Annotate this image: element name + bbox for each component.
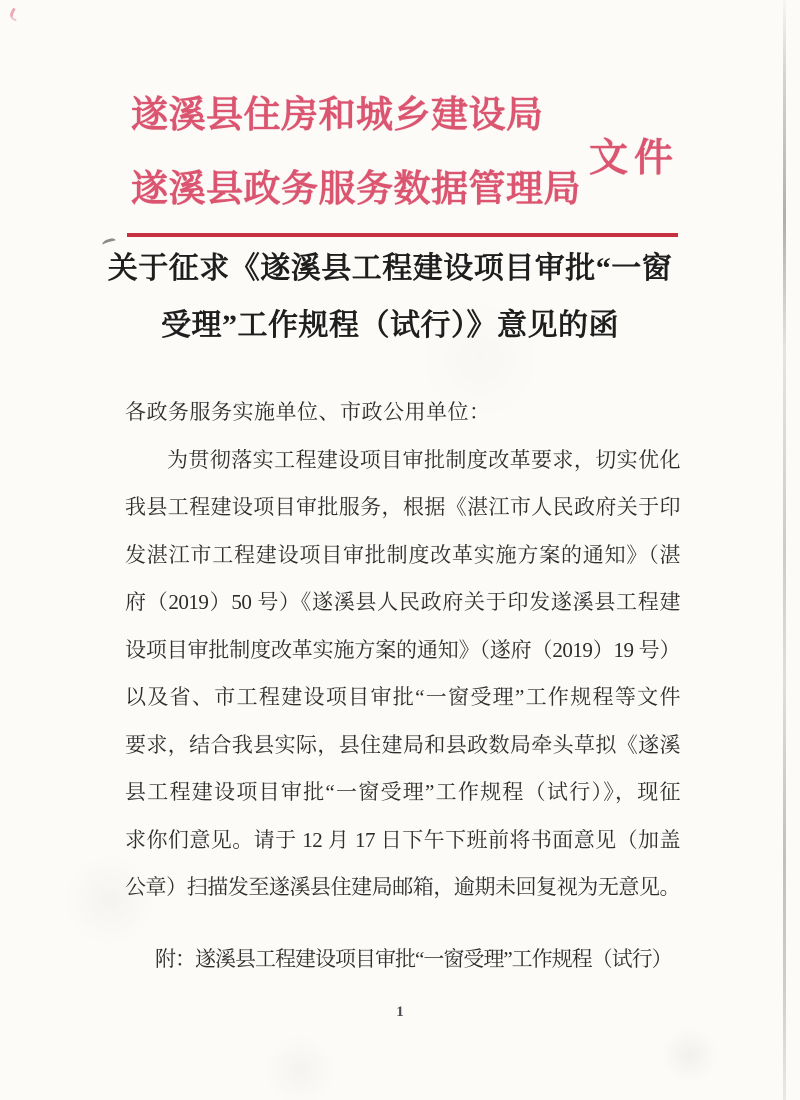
body-line: 发湛江市工程建设项目审批制度改革实施方案的通知》（湛 bbox=[125, 542, 680, 567]
agency-name-2: 遂溪县政务服务数据管理局 bbox=[131, 169, 581, 210]
page-number: 1 bbox=[396, 1004, 404, 1020]
doc-type-label: 文件 bbox=[589, 137, 680, 180]
body-line: 以及省、市工程建设项目审批“一窗受理”工作规程等文件 bbox=[125, 685, 680, 709]
body-line: 为贯彻落实工程建设项目审批制度改革要求，切实优化 bbox=[167, 447, 680, 472]
scan-speck bbox=[8, 8, 21, 22]
title-line-1: 关于征求《遂溪县工程建设项目审批“一窗 bbox=[107, 252, 673, 285]
body-line: 我县工程建设项目审批服务，根据《湛江市人民政府关于印 bbox=[125, 495, 680, 519]
body-line: 设项目审批制度改革实施方案的通知》（遂府（2019）19 号） bbox=[125, 637, 680, 662]
salutation-line: 各政务服务实施单位、市政公用单位： bbox=[125, 400, 491, 424]
agency-name-1: 遂溪县住房和城乡建设局 bbox=[131, 95, 544, 136]
body-line: 要求，结合我县实际，县住建局和县政数局牵头草拟《遂溪 bbox=[125, 732, 680, 757]
document-title bbox=[100, 240, 680, 354]
body-line: 府（2019）50 号）《遂溪县人民政府关于印发遂溪县工程建 bbox=[125, 590, 680, 614]
red-separator-rule bbox=[127, 233, 678, 237]
title-line-2: 受理”工作规程（试行）》意见的函 bbox=[161, 309, 619, 342]
scan-artifact-line bbox=[783, 0, 786, 1100]
attachment-note: 附：遂溪县工程建设项目审批“一窗受理”工作规程（试行） bbox=[155, 947, 672, 971]
body-line: 县工程建设项目审批“一窗受理”工作规程（试行）》，现征 bbox=[125, 780, 680, 804]
body-line: 求你们意见。请于 12 月 17 日下午下班前将书面意见（加盖 bbox=[125, 827, 680, 852]
body-paragraph bbox=[125, 389, 680, 912]
body-line: 公章）扫描发至遂溪县住建局邮箱，逾期未回复视为无意见。 bbox=[125, 875, 680, 899]
